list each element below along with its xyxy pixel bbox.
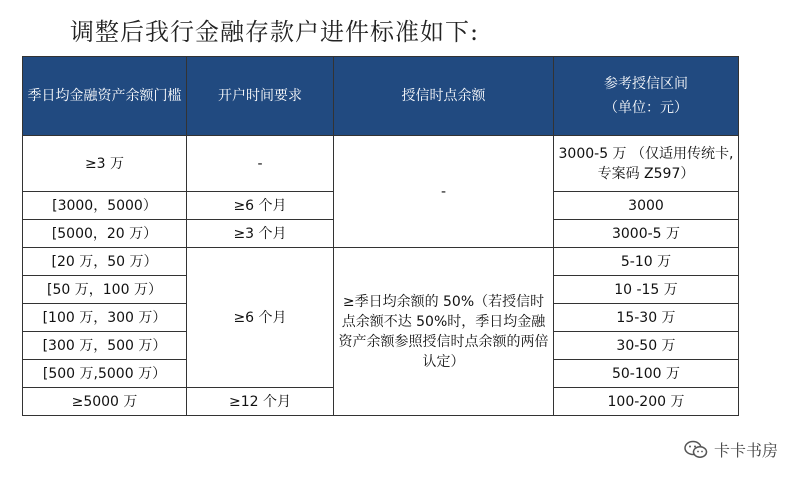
range-cell: 50-100 万: [554, 360, 739, 388]
threshold-cell: [5000，20 万）: [23, 220, 187, 248]
watermark: [684, 438, 778, 461]
header-reference-range-title: 参考授信区间: [604, 76, 688, 92]
threshold-cell: [50 万，100 万）: [23, 276, 187, 304]
range-cell: 10 -15 万: [554, 276, 739, 304]
open-time-cell: ≥3 个月: [187, 220, 334, 248]
header-reference-range: [554, 57, 739, 136]
range-cell: 5-10 万: [554, 248, 739, 276]
range-cell: 3000-5 万: [554, 220, 739, 248]
table-header-row: [23, 57, 739, 136]
table-row: [23, 248, 739, 276]
page-heading: 调整后我行金融存款户进件标准如下:: [70, 18, 480, 46]
threshold-cell: ≥5000 万: [23, 388, 187, 416]
range-cell: 100-200 万: [554, 388, 739, 416]
threshold-cell: [20 万，50 万）: [23, 248, 187, 276]
open-time-cell: ≥12 个月: [187, 388, 334, 416]
table-row: [23, 136, 739, 192]
header-avg-balance: 季日均金融资产余额门槛: [23, 57, 187, 136]
credit-balance-note-cell: ≥季日均余额的 50%（若授信时点余额不达 50%时，季日均金融资产余额参照授信时点余额的两倍认定）: [334, 248, 554, 416]
open-time-cell: ≥6 个月: [187, 192, 334, 220]
header-open-time: 开户时间要求: [187, 57, 334, 136]
range-cell: 3000-5 万 （仅适用传统卡,专案码 Z597）: [554, 136, 739, 192]
range-cell: 30-50 万: [554, 332, 739, 360]
header-reference-range-unit: （单位：元）: [604, 100, 688, 116]
threshold-cell: ≥3 万: [23, 136, 187, 192]
open-time-cell: ≥6 个月: [187, 248, 334, 388]
watermark-text: 卡卡书房: [713, 441, 778, 460]
range-cell: 3000: [554, 192, 739, 220]
wechat-icon: [684, 440, 708, 460]
header-credit-balance: 授信时点余额: [334, 57, 554, 136]
threshold-cell: [100 万，300 万）: [23, 304, 187, 332]
threshold-cell: [3000，5000）: [23, 192, 187, 220]
credit-balance-cell: -: [334, 136, 554, 248]
deposit-criteria-table: [22, 56, 739, 416]
threshold-cell: [300 万，500 万）: [23, 332, 187, 360]
range-cell: 15-30 万: [554, 304, 739, 332]
open-time-cell: -: [187, 136, 334, 192]
threshold-cell: [500 万,5000 万）: [23, 360, 187, 388]
